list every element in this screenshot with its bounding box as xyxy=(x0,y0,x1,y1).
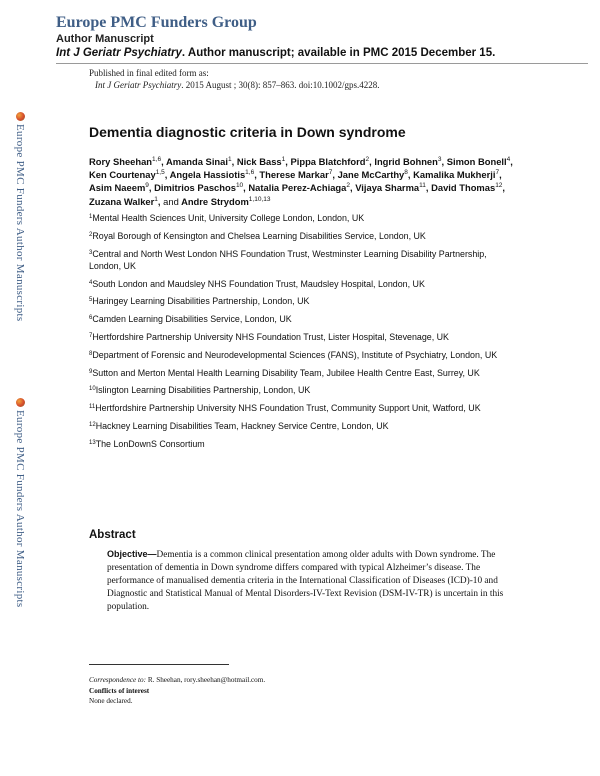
affiliation-number: 9 xyxy=(89,368,93,375)
author-name: Rory Sheehan xyxy=(89,156,153,167)
author-affiliation-mark: 9 xyxy=(145,182,149,190)
affiliation-number: 7 xyxy=(89,332,93,339)
affiliation-item xyxy=(89,367,514,379)
affiliation-item xyxy=(89,349,514,361)
author-list: Rory Sheehan$^{1,6}$, Amanda Sinai$^1$, Nick Bass$^1$, Pippa Blatchford$^2$, Ingrid Bohnen$^3$, Simon Bonell$^4$, Ken Courtenay$^{1,5}$, Angela Hassiotis$^{1,6}$, Therese Markar$^7$, Jane McCarthy$^8$, Kamalika Mukherji$^7$, Asim Naeem$^9$, Dimitrios Paschos$^{10}$, Natalia Perez-Achiaga$^2$, Vijaya Sharma$^{11}$, David Thomas$^{12}$, Zuzana Walker$^1$, and Andre Strydom$^{1,10,13}$ xyxy=(89,156,513,207)
sidebar-label: Europe PMC Funders Author Manuscripts xyxy=(14,124,26,322)
author-affiliation-mark: 1,6 xyxy=(152,156,162,163)
sidebar-watermark-bottom xyxy=(9,398,31,607)
author-name: Ken Courtenay xyxy=(89,169,156,181)
author-name: Pippa Blatchford xyxy=(290,156,366,167)
author-name: Simon Bonell xyxy=(446,156,507,167)
affiliation-item xyxy=(89,313,514,325)
affiliation-number: 13 xyxy=(89,439,96,446)
affiliation-item xyxy=(89,278,514,290)
page-header xyxy=(56,14,576,61)
affiliation-number: 6 xyxy=(89,315,93,322)
affiliation-item xyxy=(89,331,514,343)
author-affiliation-mark: 7 xyxy=(495,169,500,177)
affiliation-text: Sutton and Merton Mental Health Learning Disability Team, Jubilee Health Centre East, Surrey, UK xyxy=(92,367,480,378)
publication-info xyxy=(89,67,380,91)
sidebar-watermark-top xyxy=(9,112,31,321)
affiliation-text: Islington Learning Disabilities Partnership, London, UK xyxy=(95,385,311,396)
author-conjunction: and xyxy=(163,195,179,207)
author-affiliation-mark: 12 xyxy=(495,182,503,190)
author-affiliation-mark: 7 xyxy=(328,169,333,177)
correspondence-label: Correspondence to: xyxy=(89,676,147,684)
author-name: Dimitrios Paschos xyxy=(154,182,236,194)
affiliation-list xyxy=(89,212,514,456)
author-name: Amanda Sinai xyxy=(165,156,228,167)
conflicts-text: None declared. xyxy=(89,697,133,705)
author-affiliation-mark: 11 xyxy=(419,182,426,190)
author-affiliation-mark: 8 xyxy=(404,169,408,177)
affiliation-text: Hackney Learning Disabilities Team, Hackney Service Centre, London, UK xyxy=(95,420,389,431)
affiliation-text: Central and North West London NHS Foundation Trust, Westminster Learning Disability Partnership, London, UK xyxy=(89,248,487,271)
author-affiliation-mark: 1 xyxy=(154,195,158,203)
journal-name: Int J Geriatr Psychiatry xyxy=(56,47,182,59)
affiliation-number: 4 xyxy=(89,279,93,286)
author-name: Angela Hassiotis xyxy=(169,169,246,181)
author-affiliation-mark: 1,5 xyxy=(155,169,165,177)
author-affiliation-mark: 1,10,13 xyxy=(248,195,271,203)
affiliation-number: 3 xyxy=(89,249,93,256)
author-affiliation-mark: 10 xyxy=(235,182,244,190)
affiliation-item xyxy=(89,248,514,272)
author-affiliation-mark: 1 xyxy=(281,156,286,163)
author-manuscript-label: Author Manuscript xyxy=(56,33,154,45)
affiliation-item xyxy=(89,402,514,414)
funders-group-heading: Europe PMC Funders Group xyxy=(56,14,257,31)
affiliation-item xyxy=(89,212,514,224)
affiliation-number: 1 xyxy=(89,214,93,220)
published-label: Published in final edited form as: xyxy=(89,68,209,78)
author-affiliation-mark: 1 xyxy=(227,156,232,163)
affiliation-text: Royal Borough of Kensington and Chelsea Learning Disabilities Service, London, UK xyxy=(92,230,426,241)
author-name: Andre Strydom xyxy=(181,195,249,207)
author-name: Zuzana Walker xyxy=(89,195,155,207)
affiliation-number: 2 xyxy=(89,231,93,238)
affiliation-item xyxy=(89,295,514,307)
author-affiliation-mark: 1,6 xyxy=(245,169,255,177)
objective-label: Objective— xyxy=(107,549,157,559)
europe-pmc-logo-icon xyxy=(16,112,25,121)
citation-line xyxy=(89,79,380,91)
paper-title: Dementia diagnostic criteria in Down syndrome xyxy=(89,124,406,140)
affiliation-text: South London and Maudsley NHS Foundation Trust, Maudsley Hospital, London, UK xyxy=(92,278,425,289)
abstract-heading: Abstract xyxy=(89,529,136,541)
author-name: Asim Naeem xyxy=(89,182,146,194)
correspondence-text: R. Sheehan, rory.sheehan@hotmail.com. xyxy=(146,676,266,684)
footnote-divider xyxy=(89,664,229,665)
author-name: Ingrid Bohnen xyxy=(374,156,438,167)
objective-text: Dementia is a common clinical presentation among older adults with Down syndrome. The presentation of dementia in Down syndrome differs compared with typical Alzheimer’s disease. The performance of manualised dementia criteria in the International Classification of Diseases (ICD)-10 and Diagnostic and Statistical Manual of Mental Disorders-IV-Text Revision (DSM-IV-TR) is uncertain in this population. xyxy=(107,550,504,612)
conflicts-heading xyxy=(89,686,265,697)
author-affiliation-mark: 4 xyxy=(506,156,511,163)
affiliation-number: 11 xyxy=(89,404,96,411)
affiliation-number: 10 xyxy=(89,386,96,393)
affiliation-number: 5 xyxy=(89,297,93,304)
availability-text: . Author manuscript; available in PMC 2015 December 15. xyxy=(181,47,496,59)
author-name: David Thomas xyxy=(431,182,496,194)
sidebar-label: Europe PMC Funders Author Manuscripts xyxy=(14,410,26,608)
author-name: Vijaya Sharma xyxy=(355,182,420,194)
affiliation-item xyxy=(89,438,514,450)
author-name: Therese Markar xyxy=(259,169,329,181)
affiliation-text: Hertfordshire Partnership University NHS Foundation Trust, Community Support Unit, Watford, UK xyxy=(95,403,481,414)
affiliation-item xyxy=(89,230,514,242)
author-affiliation-mark: 2 xyxy=(365,156,370,163)
affiliation-number: 8 xyxy=(89,350,93,357)
journal-availability-line xyxy=(56,46,576,61)
footnotes xyxy=(89,675,265,707)
affiliation-item xyxy=(89,384,514,396)
author-affiliation-mark: 2 xyxy=(346,182,350,190)
author-affiliation-mark: 3 xyxy=(437,156,442,163)
affiliation-number: 12 xyxy=(89,421,96,428)
author-name: Jane McCarthy xyxy=(337,169,405,181)
affiliation-text: Hertfordshire Partnership University NHS Foundation Trust, Lister Hospital, Stevenage, UK xyxy=(92,331,449,342)
affiliation-text: The LonDownS Consortium xyxy=(95,438,205,449)
abstract-body xyxy=(107,548,512,614)
correspondence-note xyxy=(89,675,265,686)
affiliation-text: Department of Forensic and Neurodevelopmental Sciences (FANS), Institute of Psychiatry, London, UK xyxy=(92,349,498,360)
affiliation-text: Haringey Learning Disabilities Partnership, London, UK xyxy=(92,296,310,307)
affiliation-text: Mental Health Sciences Unit, University College London, London, UK xyxy=(92,213,365,223)
conflicts-label: Conflicts of interest xyxy=(89,686,150,695)
citation-details: . 2015 August ; 30(8): 857–863. doi:10.1002/gps.4228. xyxy=(181,80,380,90)
citation-journal: Int J Geriatr Psychiatry xyxy=(95,80,182,90)
affiliation-text: Camden Learning Disabilities Service, London, UK xyxy=(92,314,292,325)
author-name: Kamalika Mukherji xyxy=(413,169,496,181)
header-divider xyxy=(56,63,588,64)
europe-pmc-logo-icon xyxy=(16,398,25,407)
author-name: Nick Bass xyxy=(236,156,282,167)
affiliation-item xyxy=(89,420,514,432)
author-name: Natalia Perez-Achiaga xyxy=(248,182,347,194)
